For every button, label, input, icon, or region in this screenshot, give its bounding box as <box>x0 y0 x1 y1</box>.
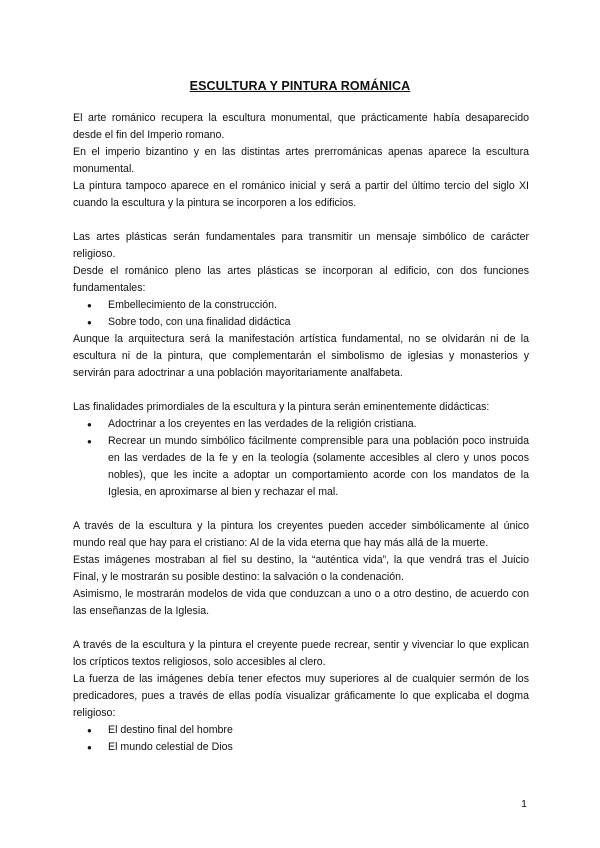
spacer <box>73 382 529 399</box>
page-number: 1 <box>521 798 527 810</box>
spacer <box>73 212 529 229</box>
page-title: ESCULTURA Y PINTURA ROMÁNICA <box>189 79 411 93</box>
paragraph-8: A través de la escultura y la pintura los creyentes pueden acceder simbólicamente al único mundo real que hay para el cristiano: Al de la vida eterna que hay más allá de la muerte. <box>73 520 529 549</box>
paragraph-7: Las finalidades primordiales de la escultura y la pintura serán eminentemente didácticas: <box>73 401 490 413</box>
document-body <box>73 110 529 756</box>
paragraph-9: Estas imágenes mostraban al fiel su destino, la “auténtica vida”, la que vendrá tras el Juicio Final, y le mostrarán su posible destino: la salvación o la condenación. <box>73 554 529 583</box>
paragraph-1: El arte románico recupera la escultura monumental, que prácticamente había desaparecido desde el fin del Imperio romano. <box>73 112 529 141</box>
bullet-list-functions <box>73 297 529 331</box>
bullet-list-purposes <box>73 416 529 501</box>
paragraph-6: Aunque la arquitectura será la manifestación artística fundamental, no se olvidarán ni de la escultura ni de la pintura, que complementarán el simbolismo de iglesias y monasterios y servirán para adoctrinar a una población mayoritariamente analfabeta. <box>73 333 529 379</box>
list-item: ● Sobre todo, con una finalidad didáctica <box>108 314 529 331</box>
spacer <box>73 620 529 637</box>
paragraph-2: En el imperio bizantino y en las distintas artes prerrománicas apenas aparece la escultura monumental. <box>73 146 529 175</box>
paragraph-5: Desde el románico pleno las artes plásticas se incorporan al edificio, con dos funciones fundamentales: <box>73 265 529 294</box>
list-item: ● Embellecimiento de la construcción. <box>108 297 529 314</box>
paragraph-11: A través de la escultura y la pintura el creyente puede recrear, sentir y vivenciar lo que explican los crípticos textos religiosos, solo accesibles al clero. <box>73 639 529 668</box>
paragraph-10: Asimismo, le mostrarán modelos de vida que conduzcan a uno o a otro destino, de acuerdo con las enseñanzas de la Iglesia. <box>73 588 529 617</box>
paragraph-4: Las artes plásticas serán fundamentales para transmitir un mensaje simbólico de carácter religioso. <box>73 231 529 260</box>
paragraph-12: La fuerza de las imágenes debía tener efectos muy superiores al de cualquier sermón de los predicadores, pues a través de ellas podía visualizar gráficamente lo que explicaba el dogma religioso: <box>73 673 529 719</box>
list-item: ● Recrear un mundo simbólico fácilmente comprensible para una población poco instruida en las verdades de la fe y en la teología (solamente accesibles al clero y unos pocos nobles), que les incite a adoptar un comportamiento acorde con los mandatos de la Iglesia, en aproximarse al bien y rechazar el mal. <box>108 433 529 501</box>
paragraph-3: La pintura tampoco aparece en el románico inicial y será a partir del último tercio del siglo XI cuando la escultura y la pintura se incorporen a los edificios. <box>73 180 529 209</box>
spacer <box>73 501 529 518</box>
bullet-list-images <box>73 722 529 756</box>
list-item: ● El mundo celestial de Dios <box>108 739 529 756</box>
list-item: ● Adoctrinar a los creyentes en las verdades de la religión cristiana. <box>108 416 529 433</box>
list-item: ● El destino final del hombre <box>108 722 529 739</box>
